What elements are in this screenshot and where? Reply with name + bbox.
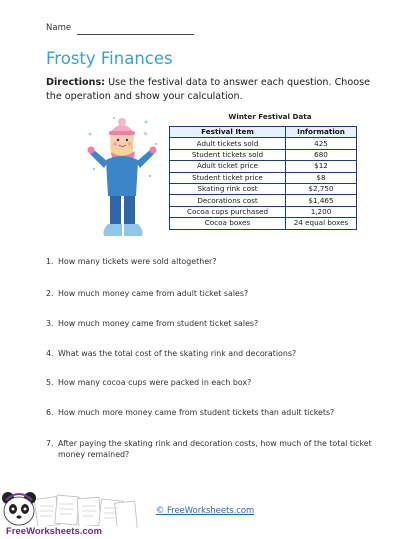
cell-info: 425 <box>286 138 357 149</box>
table-row <box>170 195 357 206</box>
cell-item: Skating rink cost <box>170 183 286 194</box>
cell-item: Adult tickets sold <box>170 138 286 149</box>
cell-item: Student tickets sold <box>170 149 286 160</box>
cell-info: 680 <box>286 149 357 160</box>
question-text: How many tickets were sold altogether? <box>58 257 217 266</box>
table-row <box>170 206 357 217</box>
cell-info: 24 equal boxes <box>286 218 357 229</box>
question-number: 6. <box>46 408 54 417</box>
cell-item: Student ticket price <box>170 172 286 183</box>
question-7 <box>46 438 376 460</box>
page-title: Frosty Finances <box>46 49 173 68</box>
question-text: What was the total cost of the skating rink and decorations? <box>58 349 297 358</box>
footer-link[interactable]: © FreeWorksheets.com <box>156 505 255 515</box>
table-title: Winter Festival Data <box>228 112 312 121</box>
question-text: How much more money came from student tickets than adult tickets? <box>58 408 335 417</box>
question-text: How much money came from student ticket sales? <box>58 319 259 328</box>
table-row <box>170 172 357 183</box>
cell-info: $1,465 <box>286 195 357 206</box>
name-label: Name <box>46 23 72 33</box>
name-line[interactable] <box>77 34 194 35</box>
table-header-row <box>170 127 357 138</box>
question-text: How much money came from adult ticket sales? <box>58 289 249 298</box>
cell-item: Decorations cost <box>170 195 286 206</box>
question-5 <box>46 377 376 388</box>
child-in-snow-illustration <box>84 114 164 254</box>
question-number: 7. <box>46 439 54 448</box>
table-row <box>170 161 357 172</box>
table-row <box>170 183 357 194</box>
directions-text: Use the festival data to answer each question. Choose the operation and show your calculation. <box>46 77 371 102</box>
question-text: How many cocoa cups were packed in each box? <box>58 378 252 387</box>
directions <box>46 76 381 104</box>
table-row <box>170 149 357 160</box>
question-4 <box>46 348 376 359</box>
question-1 <box>46 256 376 267</box>
question-number: 1. <box>46 257 54 266</box>
question-number: 2. <box>46 289 54 298</box>
worksheet-thumbnails <box>34 495 137 529</box>
question-2 <box>46 288 376 299</box>
cell-info: $8 <box>286 172 357 183</box>
freeworksheets-logo <box>0 488 140 539</box>
cell-item: Cocoa boxes <box>170 218 286 229</box>
question-number: 4. <box>46 349 54 358</box>
table-row <box>170 138 357 149</box>
column-header-info: Information <box>286 127 357 138</box>
table-row <box>170 218 357 229</box>
question-number: 5. <box>46 378 54 387</box>
question-number: 3. <box>46 319 54 328</box>
festival-data-table <box>169 126 357 230</box>
cell-item: Cocoa cups purchased <box>170 206 286 217</box>
cell-info: 1,200 <box>286 206 357 217</box>
panda-mascot <box>2 492 36 525</box>
column-header-item: Festival Item <box>170 127 286 138</box>
logo-text: FreeWorksheets.com <box>6 526 102 537</box>
question-text: After paying the skating rink and decoration costs, how much of the total ticket money remained? <box>58 439 372 460</box>
directions-label: Directions: <box>46 77 106 88</box>
question-3 <box>46 318 376 329</box>
cell-item: Adult ticket price <box>170 161 286 172</box>
cell-info: $12 <box>286 161 357 172</box>
question-6 <box>46 407 376 418</box>
cell-info: $2,750 <box>286 183 357 194</box>
